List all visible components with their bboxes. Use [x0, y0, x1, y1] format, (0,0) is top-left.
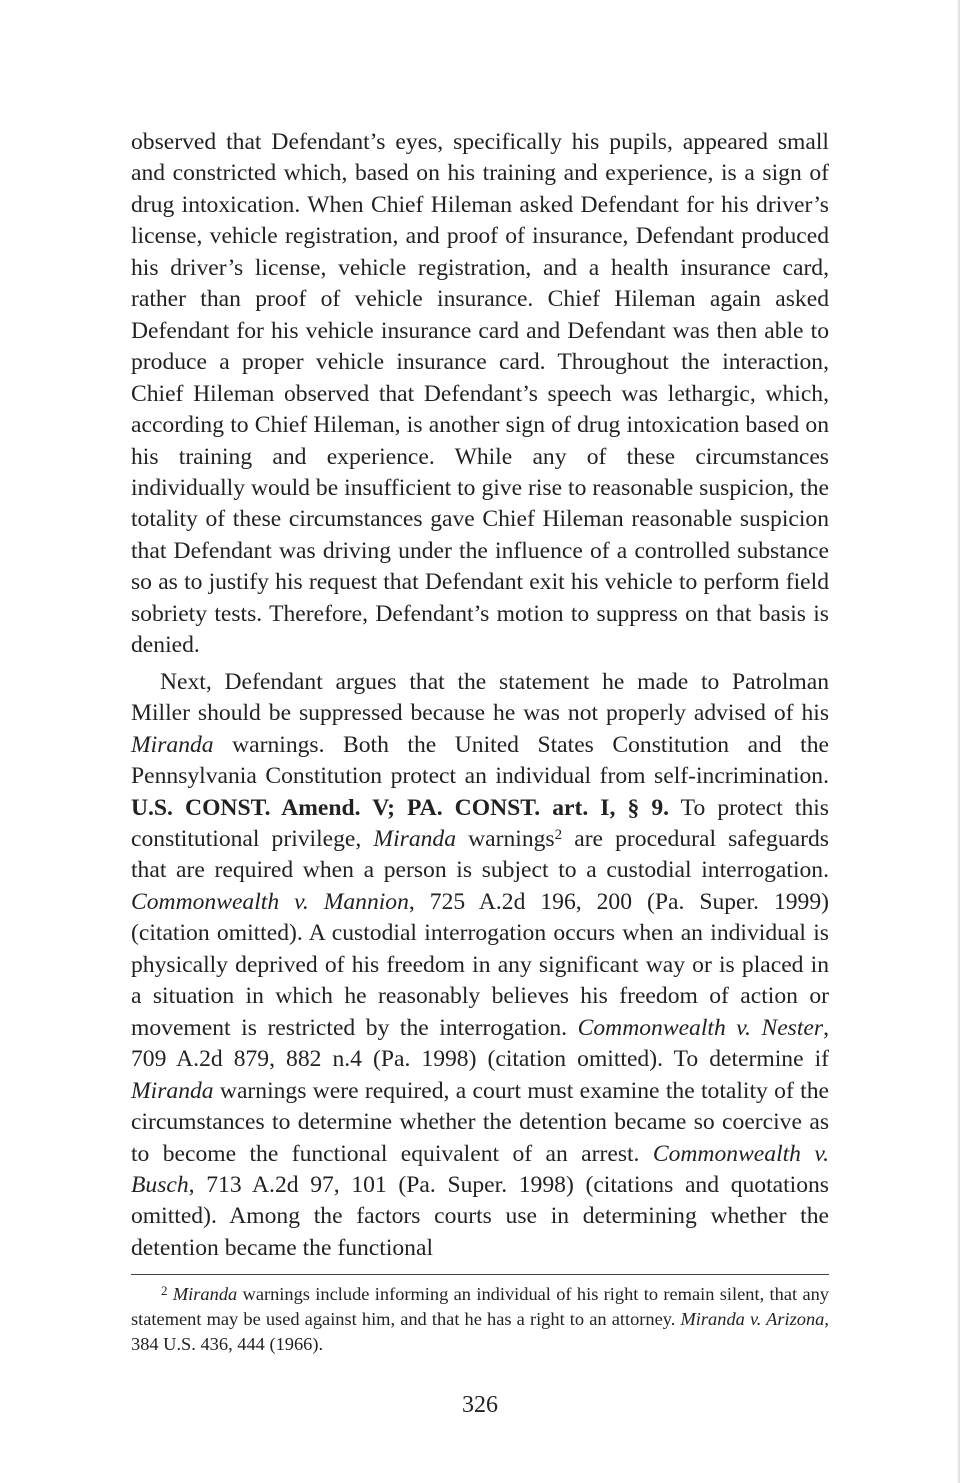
- paragraph-2: [131, 667, 829, 1265]
- p2-text-3: To protect this constitutional privilege,: [131, 794, 829, 852]
- p2-text-4: warnings: [456, 825, 555, 852]
- case-name-mannion: Commonwealth v. Mannion: [131, 888, 409, 915]
- footnote-text-2: , 384 U.S. 436, 444 (1966).: [131, 1309, 829, 1354]
- case-name-busch: Commonwealth v. Busch: [131, 1140, 829, 1198]
- p2-text-5: are procedural safeguards that are required when a person is subject to a custodial interrogation.: [131, 825, 829, 884]
- main-body-text: [131, 127, 829, 1264]
- p2-text-8: warnings were required, a court must examine the totality of the circumstances to determine whether the detention became so coercive as to become the functional equivalent of an arrest.: [131, 1077, 829, 1167]
- p2-text-7: , 709 A.2d 879, 882 n.4 (Pa. 1998) (citation omitted). To determine if: [131, 1014, 829, 1073]
- case-name-nester: Commonwealth v. Nester: [577, 1014, 824, 1041]
- p2-text-1: Next, Defendant argues that the statement he made to Patrolman Miller should be suppressed because he was not properly advised of his: [131, 668, 829, 727]
- miranda-italic-1: Miranda: [131, 731, 214, 758]
- footnote-2: [131, 1282, 829, 1357]
- miranda-italic-3: Miranda: [131, 1077, 214, 1104]
- p2-text-9: , 713 A.2d 97, 101 (Pa. Super. 1998) (citations and quotations omitted). Among the factors courts use in determining whether the detention became the functional: [131, 1171, 829, 1261]
- footnote-miranda-italic: Miranda: [172, 1284, 238, 1304]
- footnote-case-name: Miranda v. Arizona: [680, 1309, 825, 1329]
- page-number: 326: [462, 1392, 498, 1418]
- p2-text-6: , 725 A.2d 196, 200 (Pa. Super. 1999) (citation omitted). A custodial interrogation occurs when an individual is physically deprived of his freedom in any significant way or is placed in a situation in which he reasonably believes his freedom of action or movement is restricted by the interrogation.: [131, 888, 829, 1041]
- footnote-divider: [131, 1274, 829, 1275]
- p2-text-2: warnings. Both the United States Constitution and the Pennsylvania Constitution protect an individual from self-incrimination.: [131, 731, 829, 790]
- paragraph-1: observed that Defendant’s eyes, specifically his pupils, appeared small and constricted which, based on his training and experience, is a sign of drug intoxication. When Chief Hileman asked Defendant for his driver’s license, vehicle registration, and proof of insurance, Defendant produced his driver’s license, vehicle registration, and a health insurance card, rather than proof of vehicle insurance. Chief Hileman again asked Defendant for his vehicle insurance card and Defendant was then able to produce a proper vehicle insurance card. Throughout the interaction, Chief Hileman observed that Defendant’s speech was lethargic, which, according to Chief Hileman, is another sign of drug intoxication based on his training and experience. While any of these circumstances individually would be insufficient to give rise to reasonable suspicion, the totality of these circumstances gave Chief Hileman reasonable suspicion that Defendant was driving under the influence of a controlled substance so as to justify his request that Defendant exit his vehicle to perform field sobriety tests. Therefore, Defendant’s motion to suppress on that basis is denied.: [131, 129, 829, 659]
- constitution-citation: U.S. CONST. Amend. V; PA. CONST. art. I, § 9.: [131, 794, 670, 821]
- footnote-text-1: warnings include informing an individual of his right to remain silent, that any statement may be used against him, and that he has a right to an attorney.: [131, 1284, 829, 1329]
- footnote-number: 2: [161, 1283, 168, 1298]
- footnote-reference: 2: [554, 826, 563, 843]
- miranda-italic-2: Miranda: [373, 825, 456, 852]
